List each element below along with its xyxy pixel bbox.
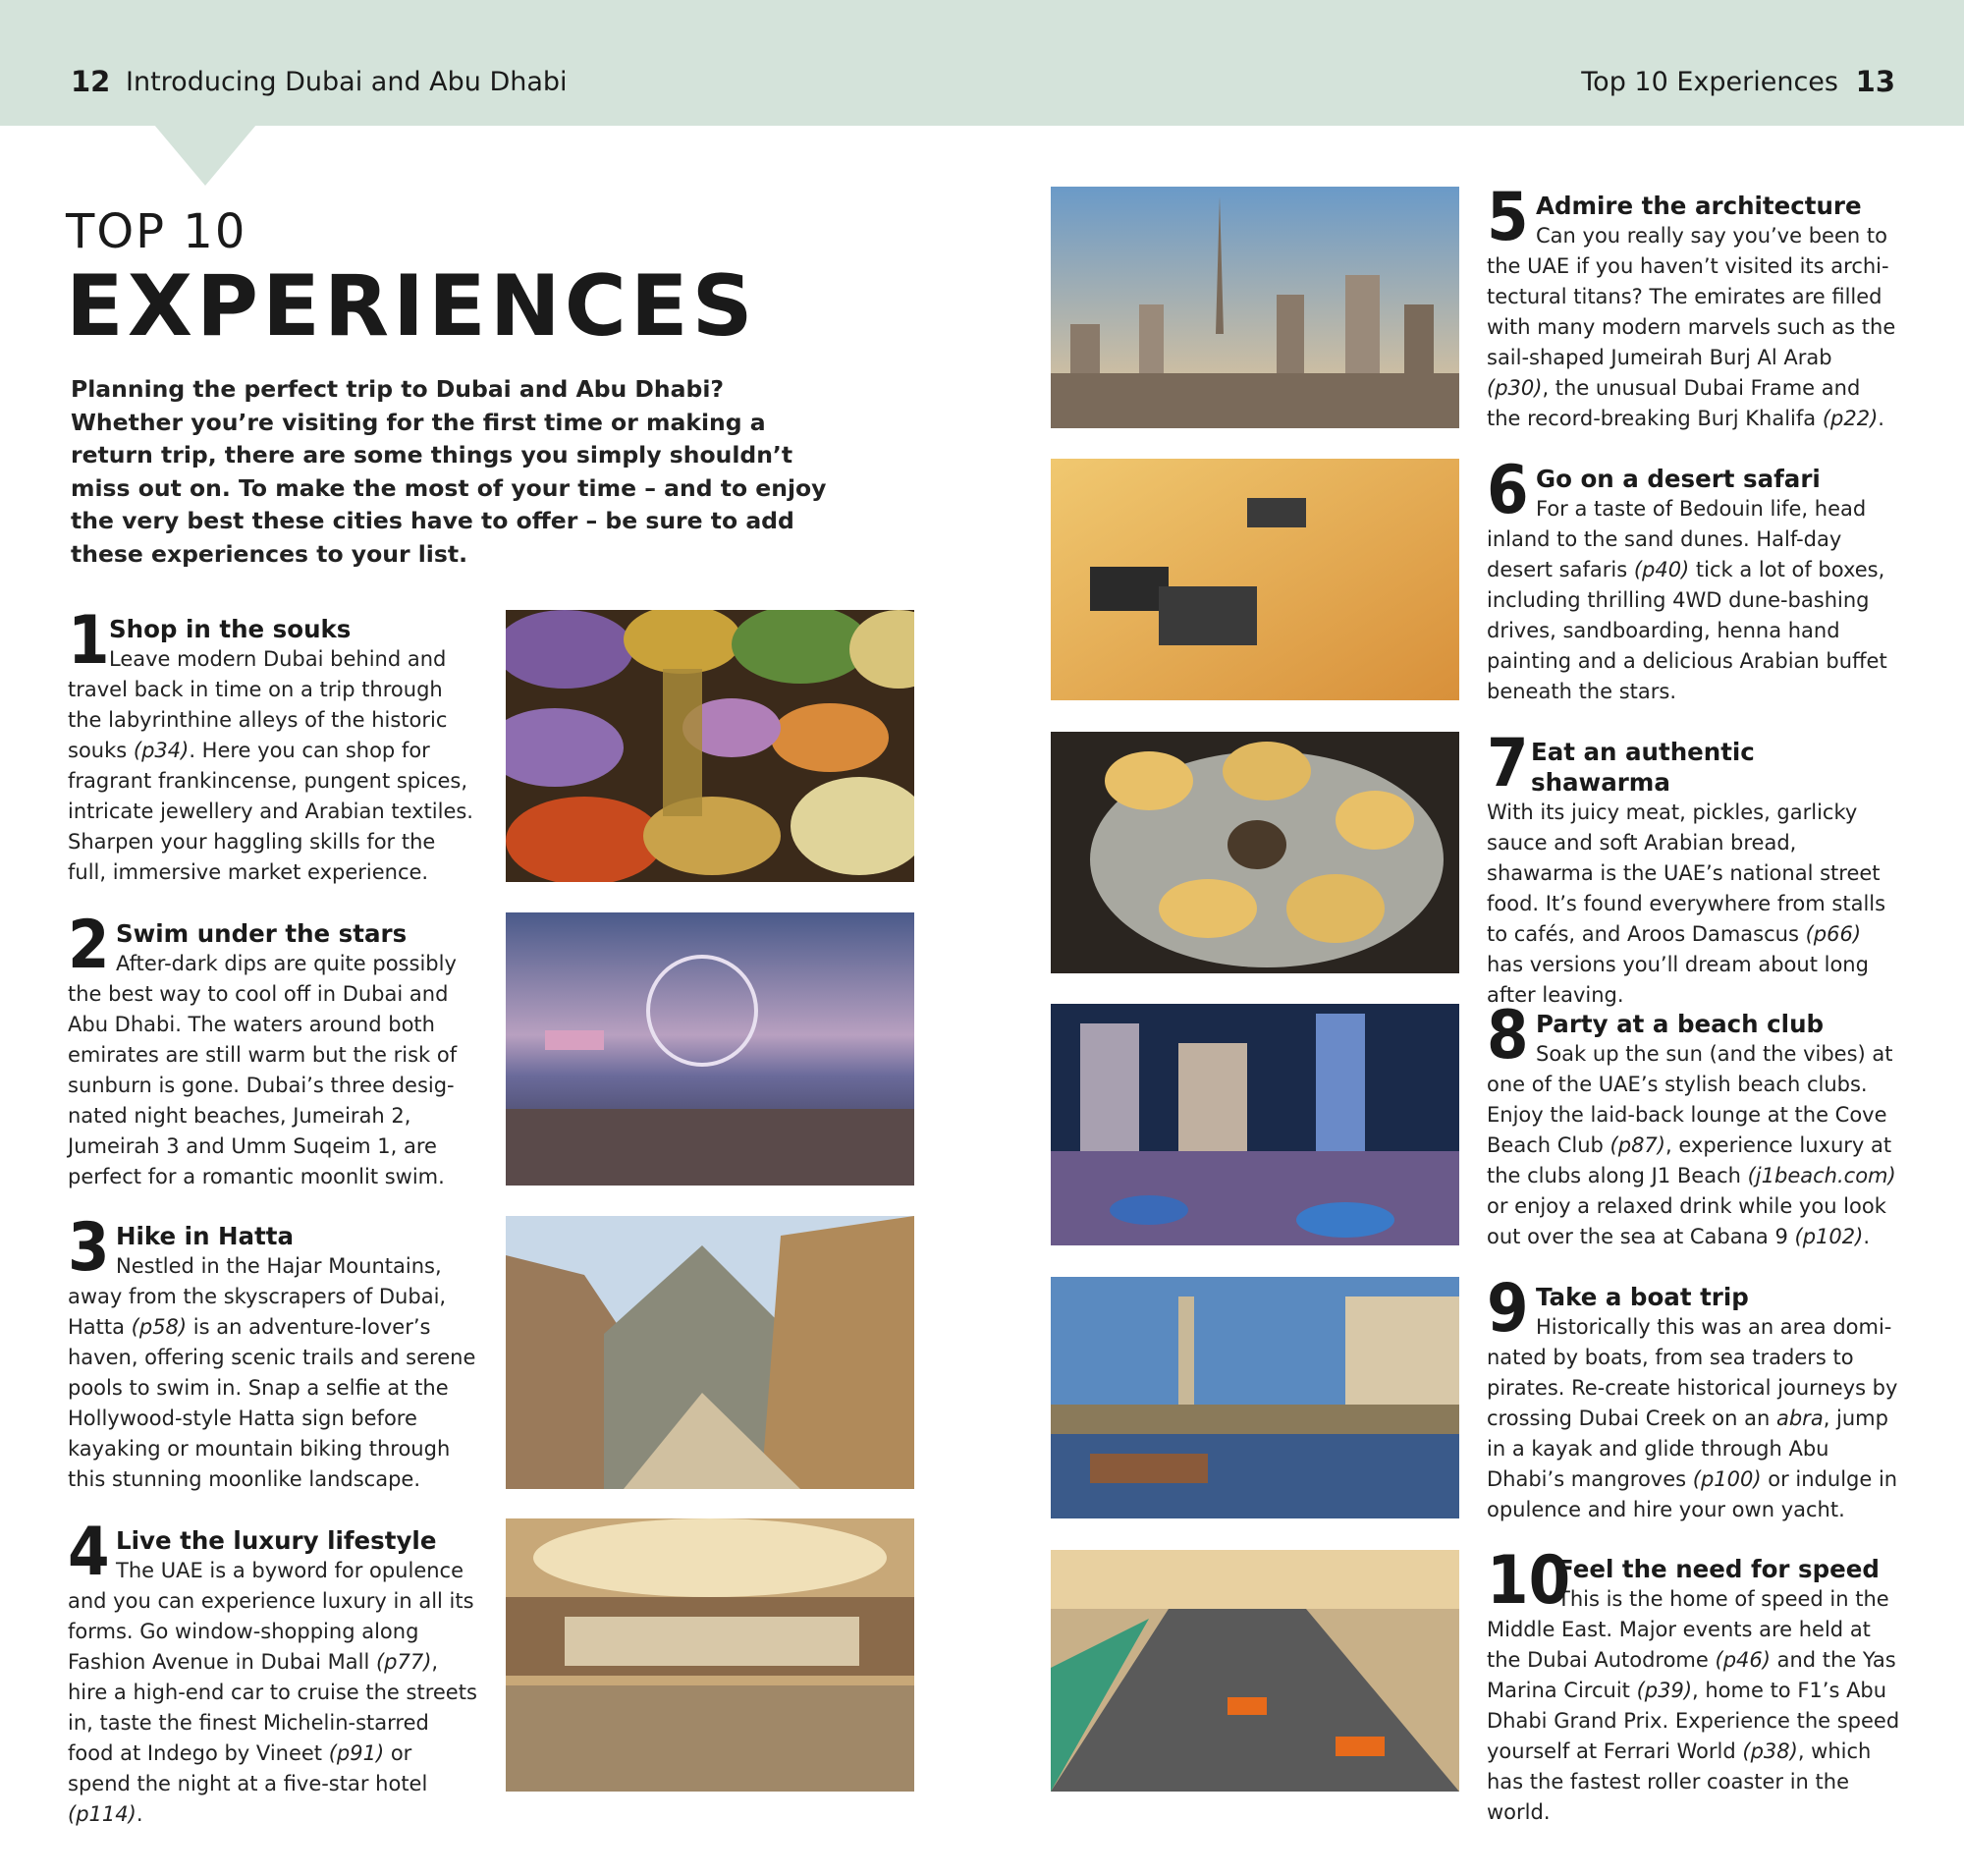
experience-number: 5 [1487,179,1529,256]
mountain-hike-photo [506,1216,914,1489]
experience-4 [68,1514,480,1830]
experience-8 [1487,997,1899,1252]
experience-number: 7 [1487,725,1529,802]
experience-title: Live the luxury lifestyle [116,1526,437,1555]
experience-number: 3 [68,1209,110,1287]
experience-title: Swim under the stars [116,919,408,948]
experience-body: Leave modern Dubai behind and travel back in time on a trip through the labyrinthine alleys of the historic souks (p34). Here you can shop for fragrant frankincense, pungent spices, intricate jewellery and Arabian textiles. Sharpen your haggling skills for the full, immersive market experience. [68,647,473,884]
header-band [0,0,1964,126]
experience-title: Feel the need for speed [1557,1555,1880,1583]
experience-9 [1487,1270,1899,1525]
left-page-number: 12 [71,65,111,98]
mall-atrium-photo [506,1518,914,1792]
night-beach-photo [506,912,914,1186]
experience-number: 4 [68,1514,110,1591]
experience-2 [68,907,480,1192]
experience-10 [1487,1542,1909,1828]
experience-title: Hike in Hatta [116,1222,295,1250]
experience-number: 6 [1487,452,1529,529]
experience-body: Soak up the sun (and the vibes) at one of the UAE’s stylish beach clubs. Enjoy the laid-back lounge at the Cove Beach Club (p87), experience luxury at the clubs along J1 Beach (j1beach.com) or enjoy a relaxed drink while you look out over the sea at Cabana 9 (p102). [1487,1042,1896,1248]
experience-number: 2 [68,907,110,984]
dune-buggies-photo [1051,459,1459,700]
experience-title: Admire the architecture [1536,192,1862,220]
experience-number: 9 [1487,1270,1529,1348]
right-running-title: Top 10 Experiences [1581,67,1838,97]
experience-7 [1487,725,1899,1011]
beach-club-photo [1051,1004,1459,1245]
experience-title: Shop in the souks [109,615,352,643]
left-running-title: Introducing Dubai and Abu Dhabi [126,67,568,97]
spice-sacks-photo [506,610,914,882]
experience-1 [68,602,480,888]
experience-number: 1 [68,602,110,680]
title-experiences: EXPERIENCES [66,257,757,356]
right-page-number: 13 [1855,65,1895,98]
experience-title: Take a boat trip [1536,1283,1749,1311]
experience-body: Nestled in the Hajar Mountains, away from the skyscrapers of Dubai, Hatta (p58) is an adventure-lover’s haven, offering scenic trails and serene pools to swim in. Snap a selfie at the Hollywood-style Hatta sign before kayaking or mountain biking through this stunning moonlike landscape. [68,1254,476,1491]
experience-3 [68,1209,480,1495]
experience-body: After-dark dips are quite possibly the best way to cool off in Dubai and Abu Dhabi. The waters around both emirates are still warm but the risk of sunburn is gone. Dubai’s three desig-nated night beaches, Jumeirah 2, Jumeirah 3 and Umm Suqeim 1, are perfect for a romantic moonlit swim. [68,952,458,1188]
skyline-photo [1051,187,1459,428]
experience-body: With its juicy meat, pickles, garlicky sauce and soft Arabian bread, shawarma is the UAE’s national street food. It’s found everywhere from stalls to cafés, and Aroos Damascus (p66) has versions you’ll dream about long after leaving. [1487,800,1886,1007]
experience-body: For a taste of Bedouin life, head inland to the sand dunes. Half-day desert safaris (p40) tick a lot of boxes, including thrilling 4WD dune-bashing drives, sandboarding, henna hand painting and a delicious Arabian buffet beneath the stars. [1487,497,1887,703]
experience-body: This is the home of speed in the Middle East. Major events are held at the Dubai Autodrome (p46) and the Yas Marina Circuit (p39), home to F1’s Abu Dhabi Grand Prix. Experience the speed yourself at Ferrari World (p38), which has the fastest roller coaster in the world. [1487,1587,1900,1824]
experience-body: Historically this was an area domi-nated by boats, from sea traders to pirates. Re-create historical journeys by crossing Dubai Creek on an abra, jump in a kayak and glide through Abu Dhabi’s mangroves (p100) or indulge in opulence and hire your own yacht. [1487,1315,1898,1521]
header-notch [154,125,256,186]
intro-paragraph: Planning the perfect trip to Dubai and Abu Dhabi? Whether you’re visiting for the first time or making a return trip, there are some things you simply shouldn’t miss out on. To make the most of your time – and to enjoy the very best these cities have to offer – be sure to add these experiences to your list. [71,375,827,568]
creek-boats-photo [1051,1277,1459,1518]
experience-5 [1487,179,1899,434]
experience-body: The UAE is a byword for opulence and you can experience luxury in all its forms. Go window-shopping along Fashion Avenue in Dubai Mall (p77), hire a high-end car to cruise the streets in, taste the finest Michelin-starred food at Indego by Vineet (p91) or spend the night at a five-star hotel (p114). [68,1559,477,1826]
title-top10: TOP 10 [66,204,247,259]
experience-body: Can you really say you’ve been to the UAE if you haven’t visited its archi-tectural titans? The emirates are filled with many modern marvels such as the sail-shaped Jumeirah Burj Al Arab (p30), the unusual Dubai Frame and the record-breaking Burj Khalifa (p22). [1487,224,1896,430]
experience-6 [1487,452,1899,707]
experience-title: Party at a beach club [1536,1010,1825,1038]
experience-number: 8 [1487,997,1529,1075]
experience-title: Go on a desert safari [1536,465,1821,493]
experience-title: Eat an authentic shawarma [1531,738,1755,797]
race-track-photo [1051,1550,1459,1792]
shawarma-photo [1051,732,1459,973]
experience-number: 10 [1487,1542,1571,1620]
